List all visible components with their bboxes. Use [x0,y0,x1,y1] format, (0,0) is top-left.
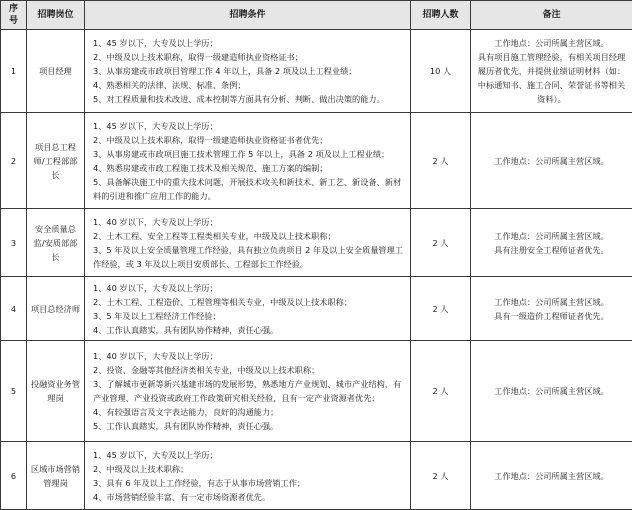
row-no: 4 [1,277,27,341]
header-count: 招聘人数 [411,1,471,30]
row-count: 2 人 [411,209,471,277]
table-row [1,442,632,510]
header-no-text: 序号 [8,4,18,26]
condition-line: 3、具有 6 年及以上工作经验，有志于从事市场营销工作； [93,477,306,488]
row-conditions [85,30,411,113]
row-count: 2 人 [411,277,471,341]
remark-line: 具有一级造价工程师证者优先。 [494,310,609,321]
remark-line: 工作地点：公司所属主营区域。 [494,296,609,307]
row-position: 项目总工程师/工程部部长 [27,113,85,209]
condition-line: 5、工作认真踏实，具有团队协作精神，责任心强。 [93,421,279,431]
row-position: 区域市场营销管理岗 [27,442,85,510]
condition-line: 4、熟悉相关的法律、法规、标准、条例； [93,80,246,90]
condition-line: 2、土木工程、安全工程等工程类相关专业，中级及以上技术职称； [93,230,336,241]
remark-line: 工作地点：公司所属主营区域。 [494,38,609,48]
row-remarks [471,341,632,442]
condition-line: 2、中级及以上技术职称，取得一级建造师执业资格证书； [93,52,303,62]
condition-line: 3、5 年及以上安全质量管理工作经验，具有独立负责项目 2 年及以上安全质量管理工作经验，或 3 年及以上项目安质部长、工程部长工作经验。 [93,244,403,269]
remark-line: 具有项目施工管理经验，有相关项目经理履历者优先，并提供业绩证明材料（如：中标通知书、施工合同、荣誉证书等相关资料）。 [477,52,626,104]
row-count: 2 人 [411,341,471,442]
remark-line: 工作地点：公司所属主营区域。 [494,230,609,241]
row-position: 项目经理 [27,30,85,113]
row-conditions [85,442,411,510]
row-remarks [471,209,632,277]
condition-line: 1、40 岁以下，大专及以上学历； [93,351,218,361]
condition-line: 1、45 岁以下，大专及以上学历； [93,449,218,460]
header-row [1,1,632,30]
condition-line: 1、45 岁以下，大专及以上学历； [93,120,218,131]
row-conditions [85,277,411,341]
row-conditions [85,341,411,442]
table-row [1,30,632,113]
table-row [1,277,632,341]
row-no: 1 [1,30,27,113]
table-row [1,209,632,277]
condition-line: 3、5 年及以上工程经济工作经验； [93,310,221,321]
row-position: 安全质量总监/安质部部长 [27,209,85,277]
header-remarks: 备注 [471,1,632,30]
header-position: 招聘岗位 [27,1,85,30]
condition-line: 4、市场营销经验丰富、有一定市场资源者优先。 [93,491,271,502]
condition-line: 2、土木工程、工程造价、工程管理等相关专业，中级及以上技术职称； [93,296,353,307]
condition-line: 1、40 岁以下，大专及以上学历； [93,282,218,293]
table-row [1,113,632,209]
row-remarks [471,113,632,209]
row-position: 投融资业务管理岗 [27,341,85,442]
row-count: 2 人 [411,442,471,510]
condition-line: 3、了解城市更新等新兴基建市场的发展形势，熟悉地方产业规划、城市产业结构，有产业管理、产业投资或政府工作政策研究相关经验，且有一定产业资源者优先； [93,379,402,403]
condition-line: 4、工作认真踏实，具有团队协作精神，责任心强。 [93,324,279,335]
row-no: 2 [1,113,27,209]
remark-line: 工作地点：公司所属主营区域。 [494,155,609,166]
table-row [1,341,632,442]
condition-line: 4、熟悉房建或市政工程施工技术及相关规范、施工方案的编制； [93,162,328,173]
remark-line: 工作地点：公司所属主营区域。 [494,470,609,481]
header-no [1,1,27,30]
condition-line: 3、从事房建或市政项目管理工作 4 年以上，具备 2 项及以上工程业绩； [93,66,357,76]
row-no: 3 [1,209,27,277]
row-conditions [85,113,411,209]
condition-line: 2、中级及以上技术职称； [93,463,189,474]
row-remarks [471,30,632,113]
condition-line: 5、具备解决施工中的重大技术问题，开展技术攻关和新技术、新工艺、新设备、新材料的引进和推广应用工作的能力。 [93,176,402,201]
condition-line: 2、投资、金融等其他经济类相关专业，中级及以上技术职称； [93,365,320,375]
row-no: 5 [1,341,27,442]
row-count: 2 人 [411,113,471,209]
remark-line: 具有注册安全工程师证者优先。 [494,244,609,255]
condition-line: 1、40 岁以下，大专及以上学历； [93,216,218,227]
condition-line: 3、从事房建或市政项目施工技术管理工作 5 年以上，具备 2 项及以上工程业绩； [93,148,390,159]
header-conditions: 招聘条件 [85,1,411,30]
row-remarks [471,277,632,341]
condition-line: 5、对工程质量和技术改进、成本控制等方面具有分析、判断、做出决策的能力。 [93,94,385,104]
condition-line: 4、有较强语言及文字表达能力，良好的沟通能力； [93,407,279,417]
row-no: 6 [1,442,27,510]
condition-line: 2、中级及以上技术职称，取得一级建造师执业资格证书者优先； [93,134,328,145]
row-conditions [85,209,411,277]
condition-line: 1、45 岁以下，大专及以上学历； [93,38,218,48]
remark-line: 工作地点：公司所属主营区域。 [494,386,609,396]
row-remarks [471,442,632,510]
row-count: 10 人 [411,30,471,113]
row-position: 项目总经济师 [27,277,85,341]
